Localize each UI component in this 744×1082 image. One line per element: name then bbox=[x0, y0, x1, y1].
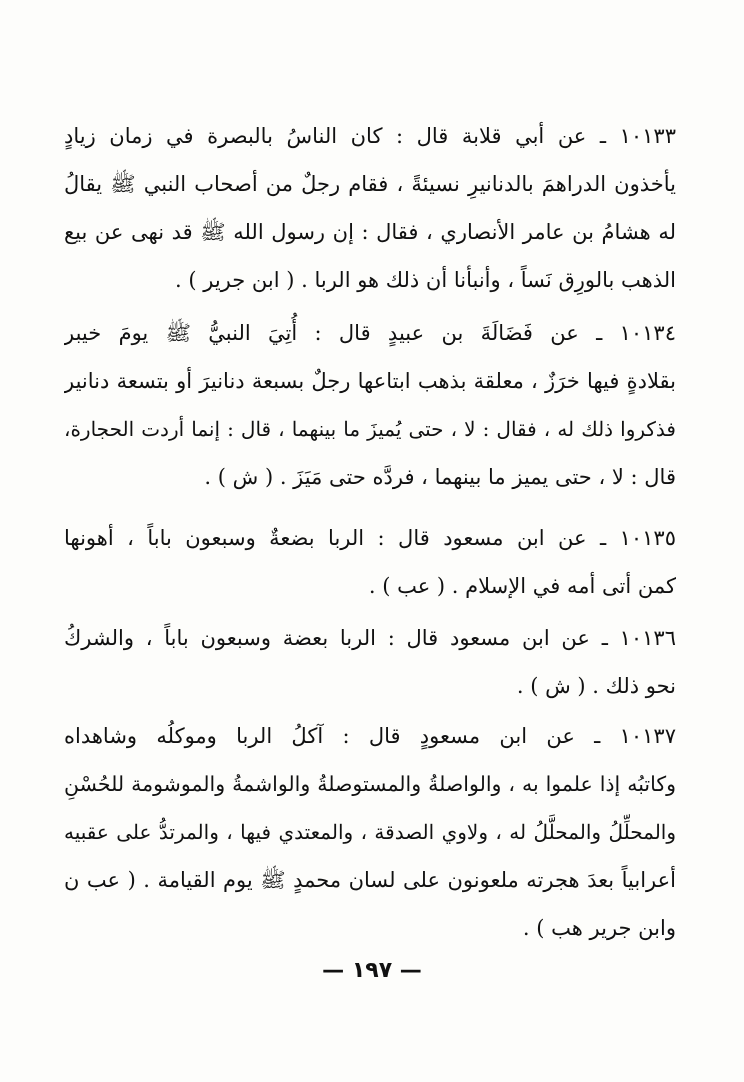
text-line: فذكروا ذلك له ، فقال : لا ، حتى يُميزَ ما بينهما ، قال : إنما أردت الحجارة، bbox=[64, 417, 676, 441]
hadith-entry-10137 bbox=[64, 712, 676, 952]
text-line: ١٠١٣٣ ـ عن أبي قلابة قال : كان الناسُ بالبصرة في زمان زيادٍ bbox=[64, 124, 676, 148]
text-line: ١٠١٣٧ ـ عن ابن مسعودٍ قال : آكلُ الربا وموكلُه وشاهداه bbox=[64, 724, 676, 748]
text-line: له هشامُ بن عامر الأنصاري ، فقال : إن رسول الله ﷺ قد نهى عن بيع bbox=[64, 220, 676, 244]
text-line: كمن أتى أمه في الإسلام . ( عب ) . bbox=[368, 574, 676, 598]
text-line: قال : لا ، حتى يميز ما بينهما ، فردَّه حتى مَيَزَ . ( ش ) . bbox=[204, 465, 676, 489]
text-line: ١٠١٣٦ ـ عن ابن مسعود قال : الربا بعضة وسبعون باباً ، والشركُ bbox=[64, 626, 676, 650]
text-line: وكاتبُه إذا علموا به ، والواصلةُ والمستوصلةُ والواشمةُ والموشومة للحُسْنِ bbox=[64, 772, 676, 796]
text-line: بقلادةٍ فيها خرَزٌ ، معلقة بذهب ابتاعها رجلٌ بسبعة دنانيرَ أو بتسعة دنانير bbox=[64, 369, 676, 393]
hadith-entry-10135 bbox=[64, 514, 676, 610]
text-line: وابن جرير هب ) . bbox=[522, 916, 676, 940]
hadith-entry-10134 bbox=[64, 309, 676, 501]
page-number: — ١٩٧ — bbox=[322, 958, 422, 983]
text-line: نحو ذلك . ( ش ) . bbox=[516, 674, 676, 698]
text-line: ١٠١٣٤ ـ عن فَضَالَةَ بن عبيدٍ قال : أُتِيَ النبيُّ ﷺ يومَ خيبر bbox=[64, 321, 676, 345]
text-line: يأخذون الدراهمَ بالدنانيرِ نسيئةً ، فقام رجلٌ من أصحاب النبي ﷺ يقالُ bbox=[64, 172, 676, 196]
text-line: الذهب بالورِق نَساً ، وأنبأنا أن ذلك هو الربا . ( ابن جرير ) . bbox=[175, 268, 676, 292]
hadith-entry-10136 bbox=[64, 614, 676, 710]
text-line: ١٠١٣٥ ـ عن ابن مسعود قال : الربا بضعةٌ وسبعون باباً ، أهونها bbox=[64, 526, 676, 550]
text-line: أعرابياً بعدَ هجرته ملعونون على لسان محمدٍ ﷺ يوم القيامة . ( عب ن bbox=[64, 868, 676, 892]
hadith-entry-10133 bbox=[64, 112, 676, 304]
text-line: والمحلِّلُ والمحلَّلُ له ، ولاوي الصدقة ، والمعتدي فيها ، والمرتدُّ على عقبيه bbox=[64, 820, 676, 844]
